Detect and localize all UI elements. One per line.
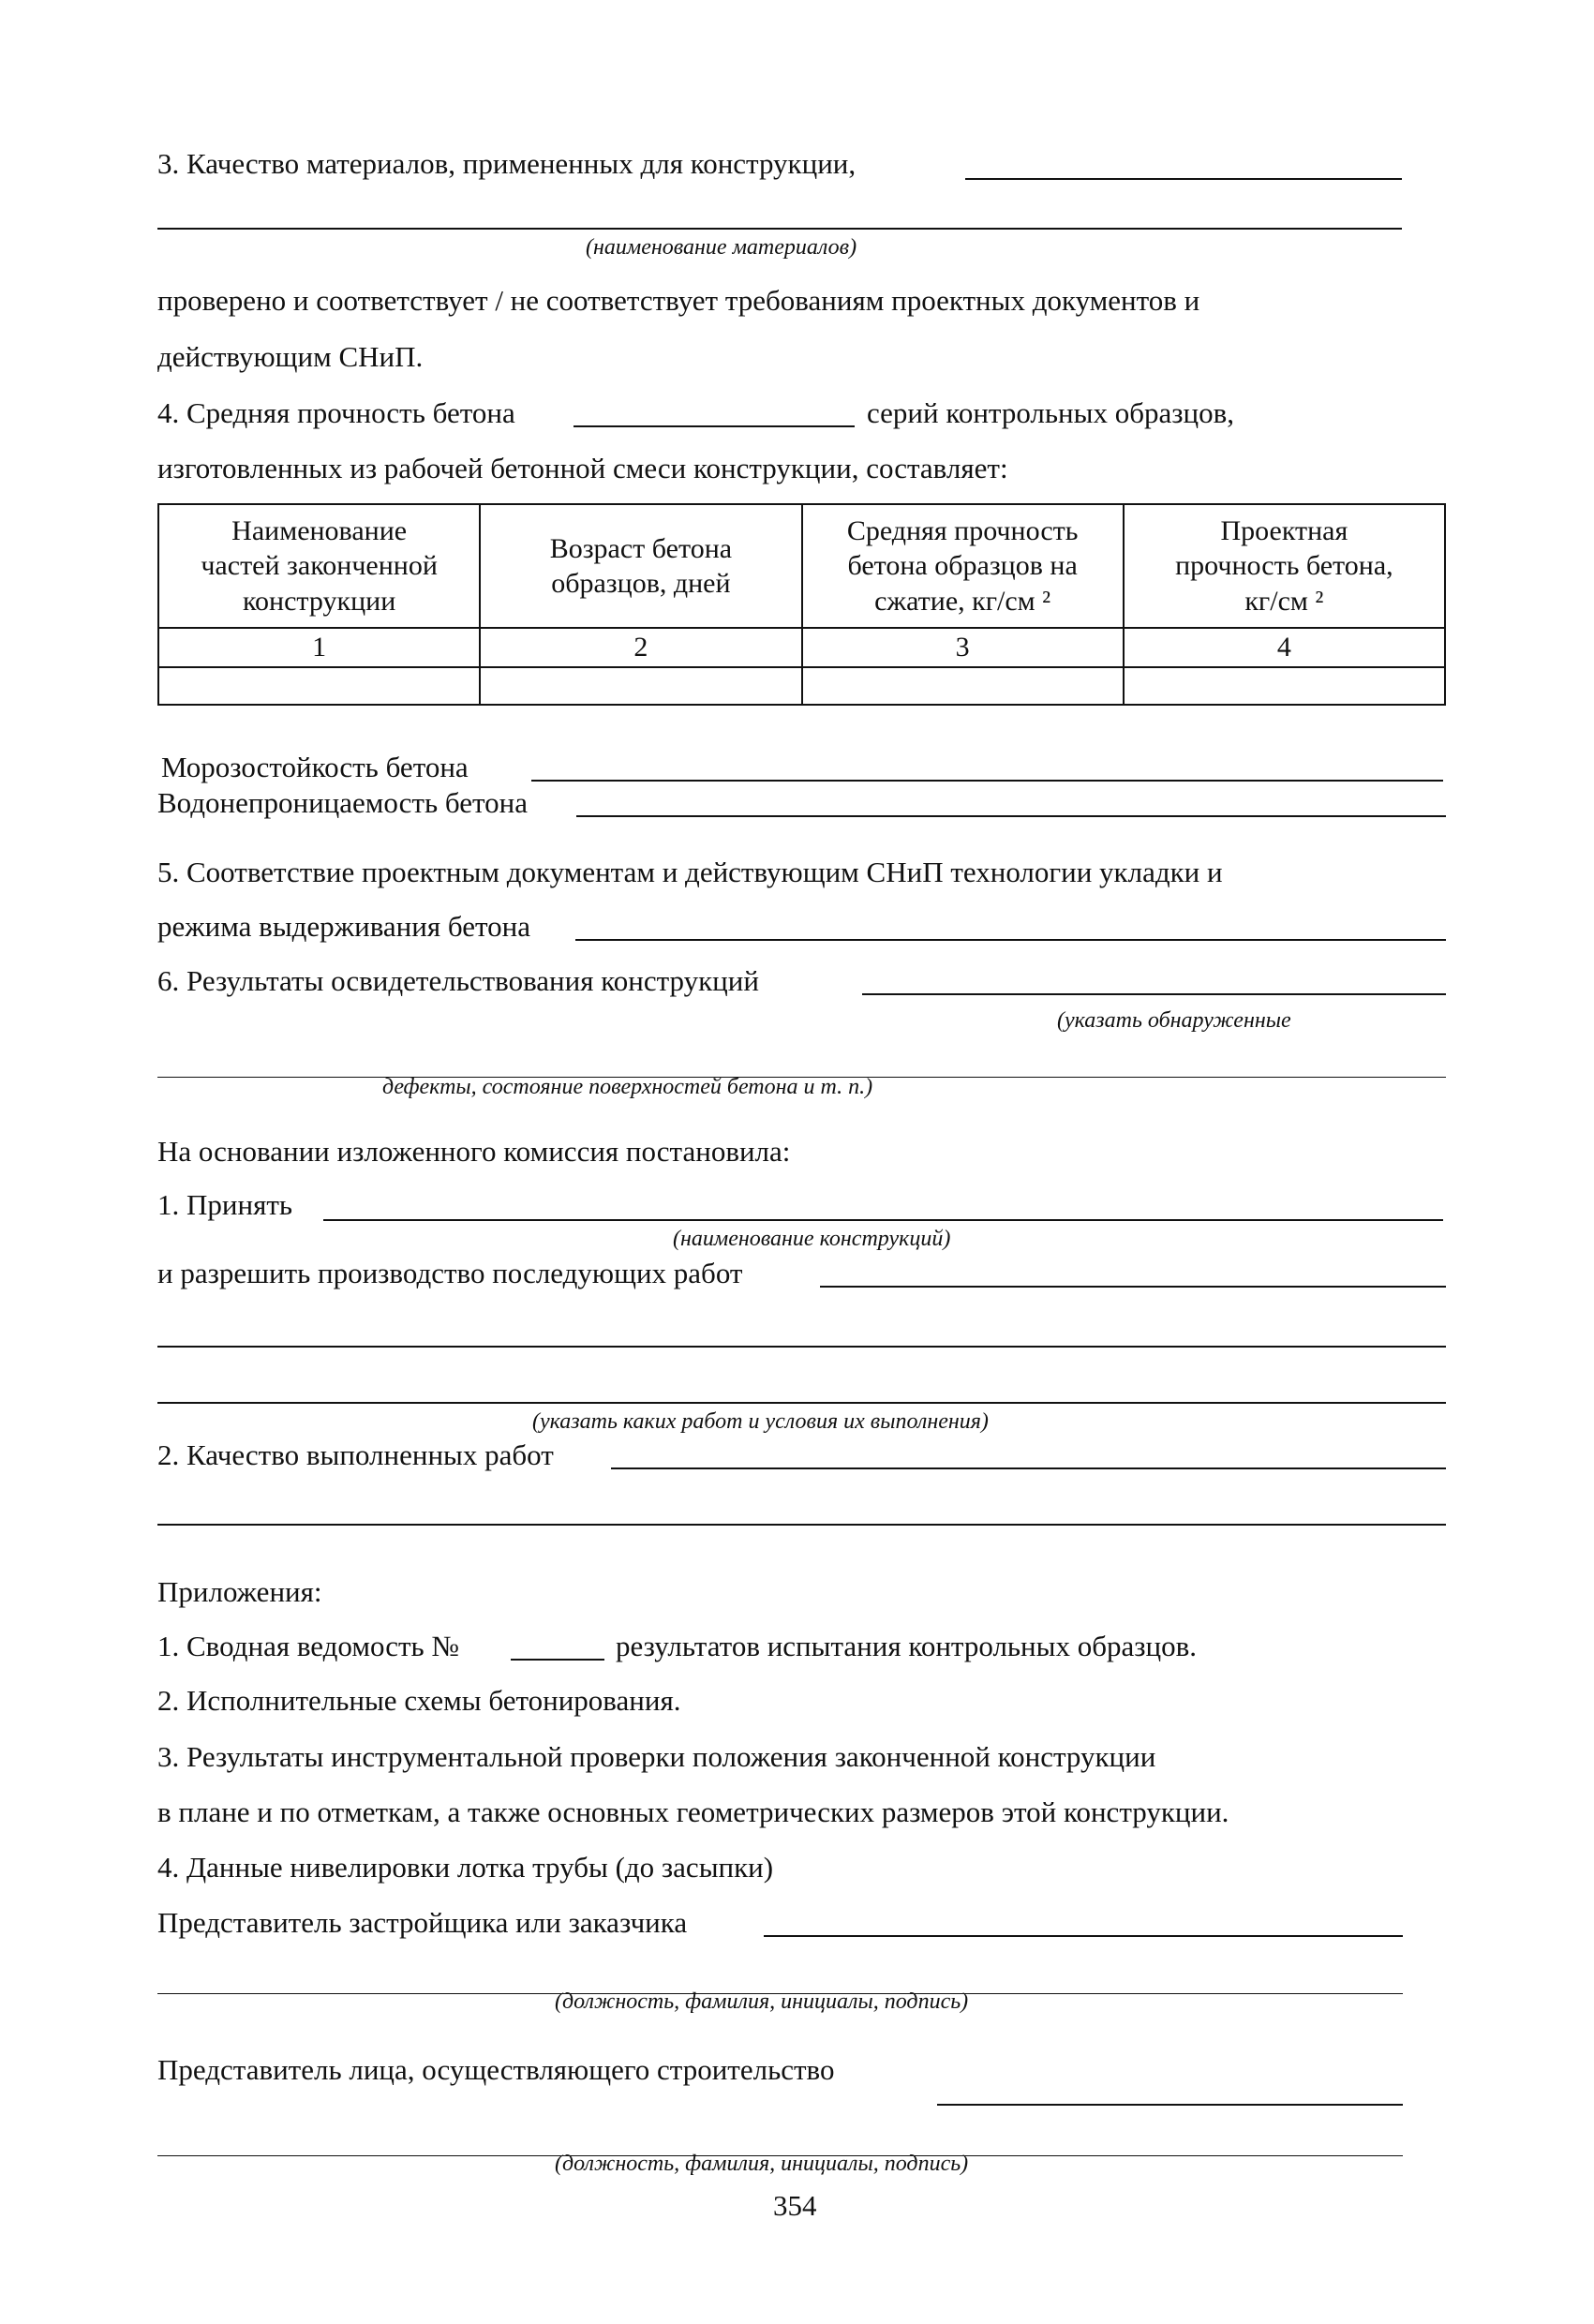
inspection-results-field[interactable] (862, 993, 1446, 995)
quality-field-2[interactable] (157, 1524, 1446, 1526)
header-cell-age (480, 504, 801, 628)
permit-caption: (указать каких работ и условия их выполнения) (532, 1409, 989, 1434)
frost-resistance-field[interactable] (531, 780, 1443, 782)
table-header-row (158, 504, 1445, 628)
table-cell[interactable] (480, 667, 801, 705)
section4-line2: изготовленных из рабочей бетонной смеси конструкции, составляет: (157, 452, 1008, 484)
column-number: 1 (158, 628, 480, 667)
appendix-item-4: 4. Данные нивелировки лотка трубы (до засыпки) (157, 1851, 774, 1884)
developer-signature-field[interactable] (764, 1935, 1403, 1937)
section4-line1-a: 4. Средняя прочность бетона (157, 396, 515, 429)
permit-field-1[interactable] (820, 1286, 1446, 1288)
appendix-item-3-line2: в плане и по отметкам, а также основных геометрических размеров этой конструкции. (157, 1795, 1229, 1828)
materials-field-1[interactable] (965, 178, 1402, 180)
table-number-row (158, 628, 1445, 667)
strength-table (157, 503, 1446, 706)
materials-field-2[interactable] (157, 228, 1402, 230)
water-resistance-label: Водонепроницаемость бетона (157, 786, 528, 819)
appendix-item-2: 2. Исполнительные схемы бетонирования. (157, 1684, 681, 1717)
column-number: 2 (480, 628, 801, 667)
appendix-item-3-line1: 3. Результаты инструментальной проверки положения законченной конструкции (157, 1740, 1156, 1773)
section5-line1: 5. Соответствие проектным документам и действующим СНиП технологии укладки и (157, 856, 1223, 888)
header-text: кг/см ² (1244, 585, 1324, 617)
table-cell[interactable] (1124, 667, 1445, 705)
header-text: Возраст бетона (549, 532, 733, 564)
header-cell-parts (158, 504, 480, 628)
header-text: бетона образцов на (847, 550, 1078, 582)
header-text: образцов, дней (551, 568, 731, 599)
decision-heading: На основании изложенного комиссия постановила: (157, 1135, 791, 1168)
header-text: частей законченной (201, 550, 438, 582)
section3-line3: действующим СНиП. (157, 340, 424, 373)
frost-resistance-label: Морозостойкость бетона (161, 751, 469, 783)
permit-field-2[interactable] (157, 1346, 1446, 1348)
section4-line1-b: серий контрольных образцов, (867, 396, 1234, 429)
statement-number-field[interactable] (511, 1659, 604, 1661)
quality-field-1[interactable] (611, 1467, 1446, 1469)
water-resistance-field[interactable] (576, 815, 1446, 817)
technology-field[interactable] (575, 939, 1446, 941)
builder-signature-field[interactable] (937, 2104, 1403, 2106)
appendix-item-1-a: 1. Сводная ведомость № (157, 1630, 459, 1662)
permit-field-3[interactable] (157, 1402, 1446, 1404)
column-number: 3 (802, 628, 1124, 667)
accept-caption: (наименование конструкций) (673, 1227, 951, 1251)
quality-label: 2. Качество выполненных работ (157, 1438, 554, 1471)
header-text: Наименование (231, 514, 408, 546)
header-cell-avg-strength (802, 504, 1124, 628)
header-text: сжатие, кг/см ² (874, 585, 1051, 617)
page-number: 354 (773, 2189, 817, 2222)
accept-label: 1. Принять (157, 1188, 293, 1221)
section5-line2: режима выдерживания бетона (157, 910, 530, 943)
column-number: 4 (1124, 628, 1445, 667)
developer-signature-caption: (должность, фамилия, инициалы, подпись) (555, 1989, 969, 2014)
permit-label: и разрешить производство последующих работ (157, 1257, 743, 1289)
inspection-caption-1: (указать обнаруженные (1057, 1008, 1291, 1033)
developer-representative-label: Представитель застройщика или заказчика (157, 1906, 688, 1939)
appendices-heading: Приложения: (157, 1575, 322, 1608)
table-cell[interactable] (158, 667, 480, 705)
builder-representative-label: Представитель лица, осуществляющего строительство (157, 2053, 835, 2086)
accept-field[interactable] (323, 1219, 1443, 1221)
section3-line2: проверено и соответствует / не соответствует требованиям проектных документов и (157, 284, 1200, 317)
section3-line1: 3. Качество материалов, примененных для конструкции, (157, 147, 857, 180)
header-text: прочность бетона, (1175, 550, 1393, 582)
inspection-caption-2: дефекты, состояние поверхностей бетона и т. п.) (382, 1075, 873, 1099)
header-text: Средняя прочность (846, 514, 1079, 546)
header-text: конструкции (243, 585, 396, 617)
header-cell-design-strength (1124, 504, 1445, 628)
materials-caption: (наименование материалов) (586, 235, 857, 260)
concrete-strength-field[interactable] (574, 425, 855, 427)
section6-line1: 6. Результаты освидетельствования конструкций (157, 964, 759, 997)
appendix-item-1-b: результатов испытания контрольных образцов. (616, 1630, 1197, 1662)
table-row[interactable] (158, 667, 1445, 705)
table-cell[interactable] (802, 667, 1124, 705)
builder-signature-caption: (должность, фамилия, инициалы, подпись) (555, 2152, 969, 2176)
header-text: Проектная (1220, 514, 1348, 546)
